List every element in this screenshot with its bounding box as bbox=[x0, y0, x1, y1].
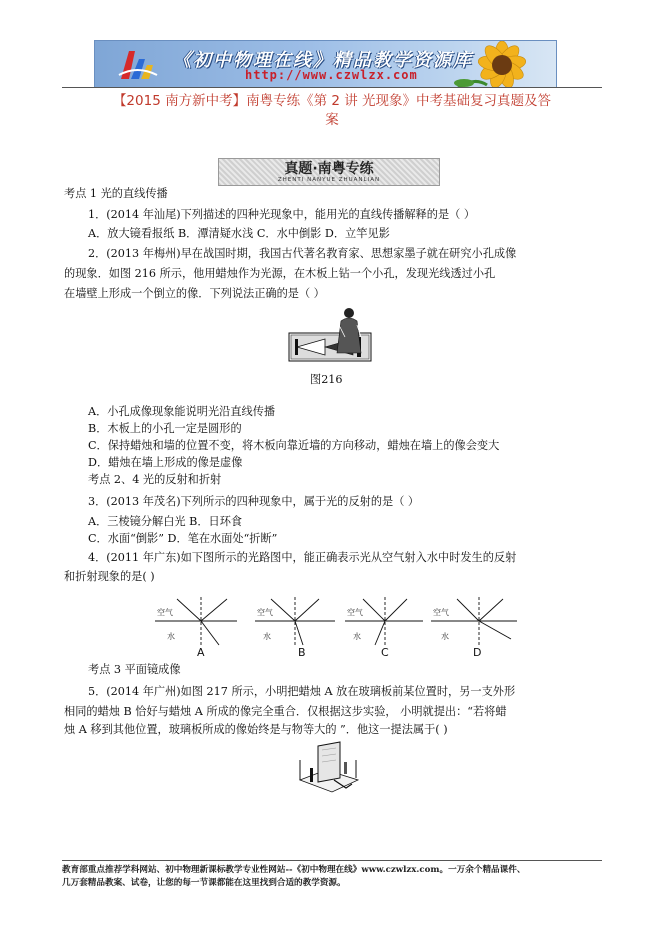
water-label: 水 bbox=[441, 632, 449, 641]
water-label: 水 bbox=[263, 632, 271, 641]
title-line-1: 【2015 南方新中考】南粤专练《第 2 讲 光现象》中考基础复习真题及答 bbox=[112, 93, 552, 109]
question-line: 的现象．如图 216 所示，他用蜡烛作为光源，在木板上钻一个小孔，发现光线透过小孔 bbox=[64, 267, 496, 280]
footer-line-2: 几万套精品教案、试卷，让您的每一节课都能在这里找到合适的教学资源。 bbox=[62, 878, 346, 888]
site-url: http://www.czwlzx.com bbox=[245, 68, 418, 82]
question-line: 相同的蜡烛 B 恰好与蜡烛 A 所成的像完全重合．仅根据这步实验， 小明就提出：“若将蜡 bbox=[64, 705, 507, 718]
footer-divider bbox=[62, 860, 602, 861]
footer bbox=[62, 864, 602, 890]
question-line: 烛 A 移到其他位置，玻璃板所成的像始终是与物等大的 ”．他这一提法属于( ) bbox=[64, 723, 448, 736]
header-divider bbox=[62, 87, 602, 88]
air-label: 空气 bbox=[257, 608, 273, 617]
section-pinyin: ZHENTI NANYUE ZHUANLIAN bbox=[277, 177, 381, 183]
diagram-label-d: D bbox=[473, 646, 482, 659]
sunflower-icon bbox=[442, 40, 552, 88]
logo-icon bbox=[115, 45, 159, 83]
option-line: B．木板上的小孔一定是圆形的 bbox=[88, 422, 242, 435]
topic-heading: 考点 1 光的直线传播 bbox=[64, 187, 168, 200]
light-path-diagrams bbox=[145, 595, 525, 647]
diagram-label-c: C bbox=[381, 646, 389, 659]
option-line: C．保持蜡烛和墙的位置不变，将木板向靠近墙的方向移动，蜡烛在墙上的像会变大 bbox=[88, 439, 500, 452]
question-line: 5．(2014 年广州)如图 217 所示，小明把蜡烛 A 放在玻璃板前某位置时，另一支外形 bbox=[88, 685, 516, 698]
diagram-label-b: B bbox=[298, 646, 306, 659]
option-line: A．小孔成像现象能说明光沿直线传播 bbox=[88, 405, 276, 418]
air-label: 空气 bbox=[157, 608, 173, 617]
document-title bbox=[62, 92, 602, 130]
water-label: 水 bbox=[167, 632, 175, 641]
diagram-label-a: A bbox=[197, 646, 205, 659]
water-label: 水 bbox=[353, 632, 361, 641]
option-line: C．水面“倒影” D．笔在水面处“折断” bbox=[88, 532, 278, 545]
question-line: 和折射现象的是( ) bbox=[64, 570, 155, 583]
option-line: A．三棱镜分解白光 B．日环食 bbox=[88, 515, 243, 528]
footer-line-1: 教育部重点推荐学科网站、初中物理新课标教学专业性网站--《初中物理在线》www.czwlzx.com。一万余个精品课件、 bbox=[62, 865, 526, 875]
figure-caption: 图216 bbox=[310, 373, 343, 386]
pinhole-figure bbox=[287, 303, 373, 367]
option-line: D．蜡烛在墙上形成的像是虚像 bbox=[88, 456, 243, 469]
title-line-2: 案 bbox=[325, 112, 339, 128]
question-line: 1．(2014 年汕尾)下列描述的四种光现象中，能用光的直线传播解释的是（ ） bbox=[88, 208, 476, 221]
topic-heading: 考点 3 平面镜成像 bbox=[88, 663, 181, 676]
question-line: 3．(2013 年茂名)下列所示的四种现象中，属于光的反射的是（ ） bbox=[88, 495, 420, 508]
header-banner bbox=[94, 40, 557, 88]
air-label: 空气 bbox=[433, 608, 449, 617]
question-line: 2．(2013 年梅州)早在战国时期，我国古代著名教育家、思想家墨子就在研究小孔成像 bbox=[88, 247, 517, 260]
option-line: A．放大镜看报纸 B．潭清疑水浅 C．水中倒影 D．立竿见影 bbox=[88, 227, 390, 240]
question-line: 在墙壁上形成一个倒立的像．下列说法正确的是（ ） bbox=[64, 287, 325, 300]
air-label: 空气 bbox=[347, 608, 363, 617]
mirror-experiment-figure bbox=[296, 740, 362, 796]
brand-text: 《初中物理在线》精品教学资源库 bbox=[173, 50, 473, 71]
section-header bbox=[218, 158, 440, 186]
topic-heading: 考点 2、4 光的反射和折射 bbox=[88, 473, 222, 486]
question-line: 4．(2011 年广东)如下图所示的光路图中，能正确表示光从空气射入水中时发生的反射 bbox=[88, 551, 517, 564]
section-title: 真题·南粤专练 bbox=[284, 161, 374, 177]
